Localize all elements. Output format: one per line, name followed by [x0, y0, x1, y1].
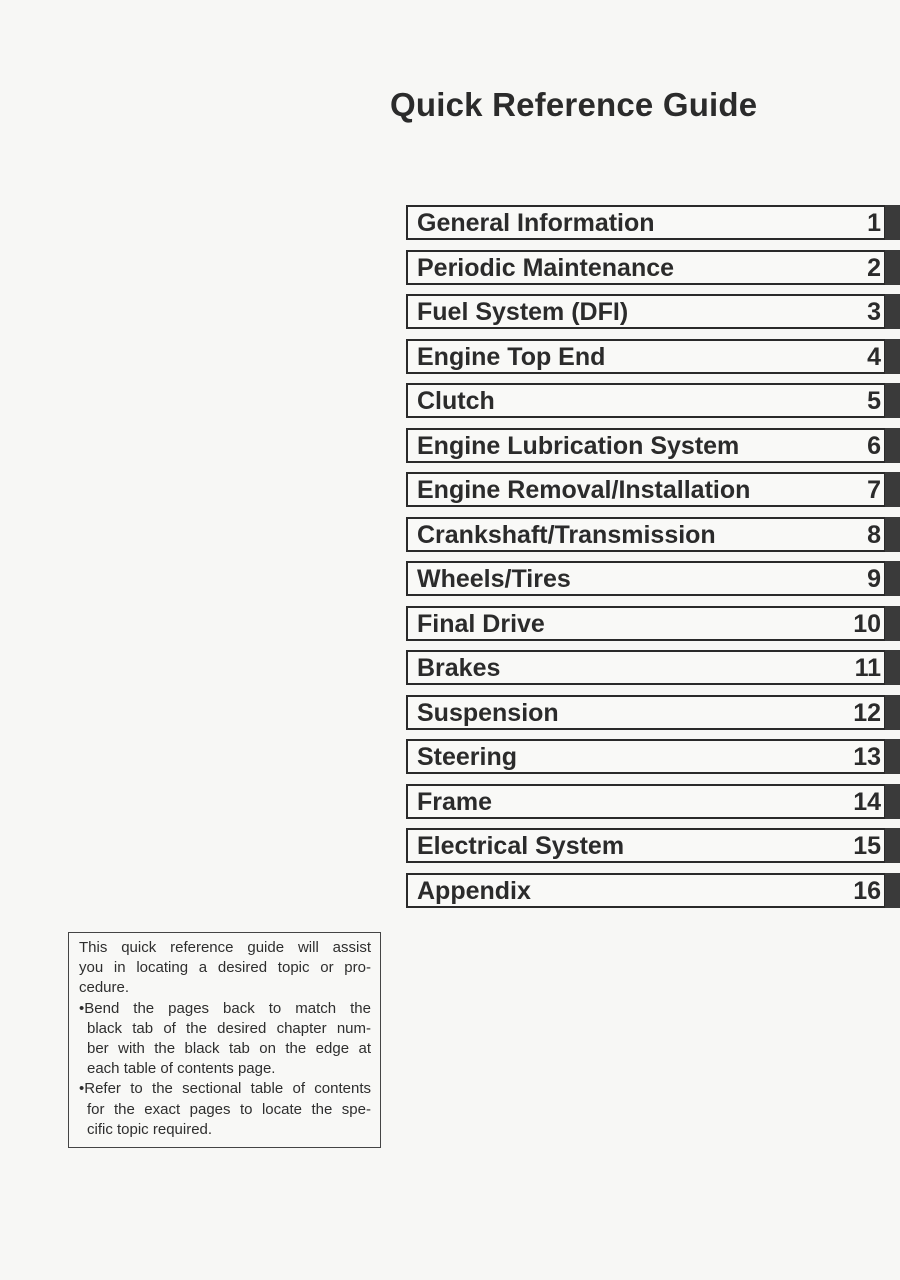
chapter-number: 15: [853, 832, 881, 860]
chapter-row[interactable]: [406, 472, 900, 507]
chapter-number: 10: [853, 610, 881, 638]
chapter-label: Engine Removal/Installation: [417, 476, 751, 504]
chapter-box[interactable]: [406, 695, 886, 730]
chapter-row[interactable]: [406, 294, 900, 329]
chapter-tab[interactable]: [885, 339, 900, 374]
chapter-number: 8: [867, 521, 881, 549]
chapter-label: Periodic Maintenance: [417, 254, 675, 282]
note-line: This quick reference guide will assist: [79, 939, 371, 956]
chapter-number: 14: [853, 788, 881, 816]
chapter-label: Brakes: [417, 654, 501, 682]
chapter-tab[interactable]: [885, 205, 900, 240]
chapter-box[interactable]: [406, 294, 886, 329]
chapter-tab[interactable]: [885, 695, 900, 730]
chapter-number: 5: [867, 387, 881, 415]
chapter-tab[interactable]: [885, 784, 900, 819]
chapter-tab[interactable]: [885, 517, 900, 552]
chapter-row[interactable]: [406, 606, 900, 641]
chapter-label: Appendix: [417, 877, 531, 905]
note-line: •Bend the pages back to match the: [79, 999, 371, 1017]
chapter-number: 4: [867, 343, 881, 371]
instructions-note: [68, 932, 381, 1148]
chapter-box[interactable]: [406, 784, 886, 819]
chapter-box[interactable]: [406, 517, 886, 552]
chapter-number: 9: [867, 565, 881, 593]
chapter-row[interactable]: [406, 739, 900, 774]
chapter-label: Fuel System (DFI): [417, 298, 629, 326]
chapter-box[interactable]: [406, 383, 886, 418]
note-line: •Refer to the sectional table of contents: [79, 1080, 371, 1098]
chapter-tab[interactable]: [885, 873, 900, 908]
chapter-tab[interactable]: [885, 383, 900, 418]
chapter-box[interactable]: [406, 339, 886, 374]
chapter-box[interactable]: [406, 739, 886, 774]
chapter-number: 11: [854, 654, 881, 682]
chapter-number: 7: [867, 476, 881, 504]
chapter-row[interactable]: [406, 784, 900, 819]
chapter-box[interactable]: [406, 250, 886, 285]
chapter-tab[interactable]: [885, 606, 900, 641]
chapter-box[interactable]: [406, 828, 886, 863]
note-line: you in locating a desired topic or pro-: [79, 959, 371, 977]
chapter-tab[interactable]: [885, 472, 900, 507]
chapter-row[interactable]: [406, 339, 900, 374]
chapter-label: Suspension: [417, 699, 559, 727]
note-line: ber with the black tab on the edge at: [87, 1040, 371, 1058]
chapter-row[interactable]: [406, 561, 900, 596]
note-line: cedure.: [79, 979, 130, 997]
chapter-number: 2: [867, 254, 881, 282]
chapter-number: 1: [867, 209, 881, 237]
chapter-label: Crankshaft/Transmission: [417, 521, 716, 549]
chapter-box[interactable]: [406, 428, 886, 463]
note-line: black tab of the desired chapter num-: [87, 1019, 371, 1037]
chapter-label: Wheels/Tires: [417, 565, 571, 593]
chapter-label: Frame: [417, 788, 493, 816]
chapter-row[interactable]: [406, 383, 900, 418]
chapter-number: 12: [853, 699, 881, 727]
chapter-label: General Information: [417, 209, 655, 237]
chapter-tab[interactable]: [885, 561, 900, 596]
chapter-row[interactable]: [406, 695, 900, 730]
chapter-number: 13: [853, 743, 881, 771]
chapter-row[interactable]: [406, 650, 900, 685]
chapter-box[interactable]: [406, 561, 886, 596]
chapter-label: Engine Lubrication System: [417, 432, 740, 460]
chapter-label: Final Drive: [417, 610, 545, 638]
chapter-tab[interactable]: [885, 428, 900, 463]
chapter-number: 3: [867, 298, 881, 326]
chapter-tab[interactable]: [885, 650, 900, 685]
chapter-row[interactable]: [406, 828, 900, 863]
chapter-tab[interactable]: [885, 294, 900, 329]
chapter-label: Electrical System: [417, 832, 625, 860]
page-title: Quick Reference Guide: [390, 86, 758, 123]
chapter-number: 16: [853, 877, 881, 905]
chapter-number: 6: [867, 432, 881, 460]
chapter-row[interactable]: [406, 250, 900, 285]
chapter-label: Clutch: [417, 387, 495, 415]
note-line: each table of contents page.: [87, 1060, 276, 1078]
chapter-box[interactable]: [406, 606, 886, 641]
chapter-label: Engine Top End: [417, 343, 606, 371]
chapter-box[interactable]: [406, 205, 886, 240]
chapter-row[interactable]: [406, 205, 900, 240]
chapter-box[interactable]: [406, 873, 886, 908]
note-line: for the exact pages to locate the spe-: [87, 1100, 371, 1118]
chapter-row[interactable]: [406, 428, 900, 463]
chapter-label: Steering: [417, 743, 518, 771]
chapter-row[interactable]: [406, 517, 900, 552]
chapter-box[interactable]: [406, 472, 886, 507]
chapter-box[interactable]: [406, 650, 886, 685]
chapter-tab[interactable]: [885, 250, 900, 285]
chapter-tab[interactable]: [885, 828, 900, 863]
chapter-tab[interactable]: [885, 739, 900, 774]
chapter-row[interactable]: [406, 873, 900, 908]
note-line: cific topic required.: [87, 1120, 213, 1138]
